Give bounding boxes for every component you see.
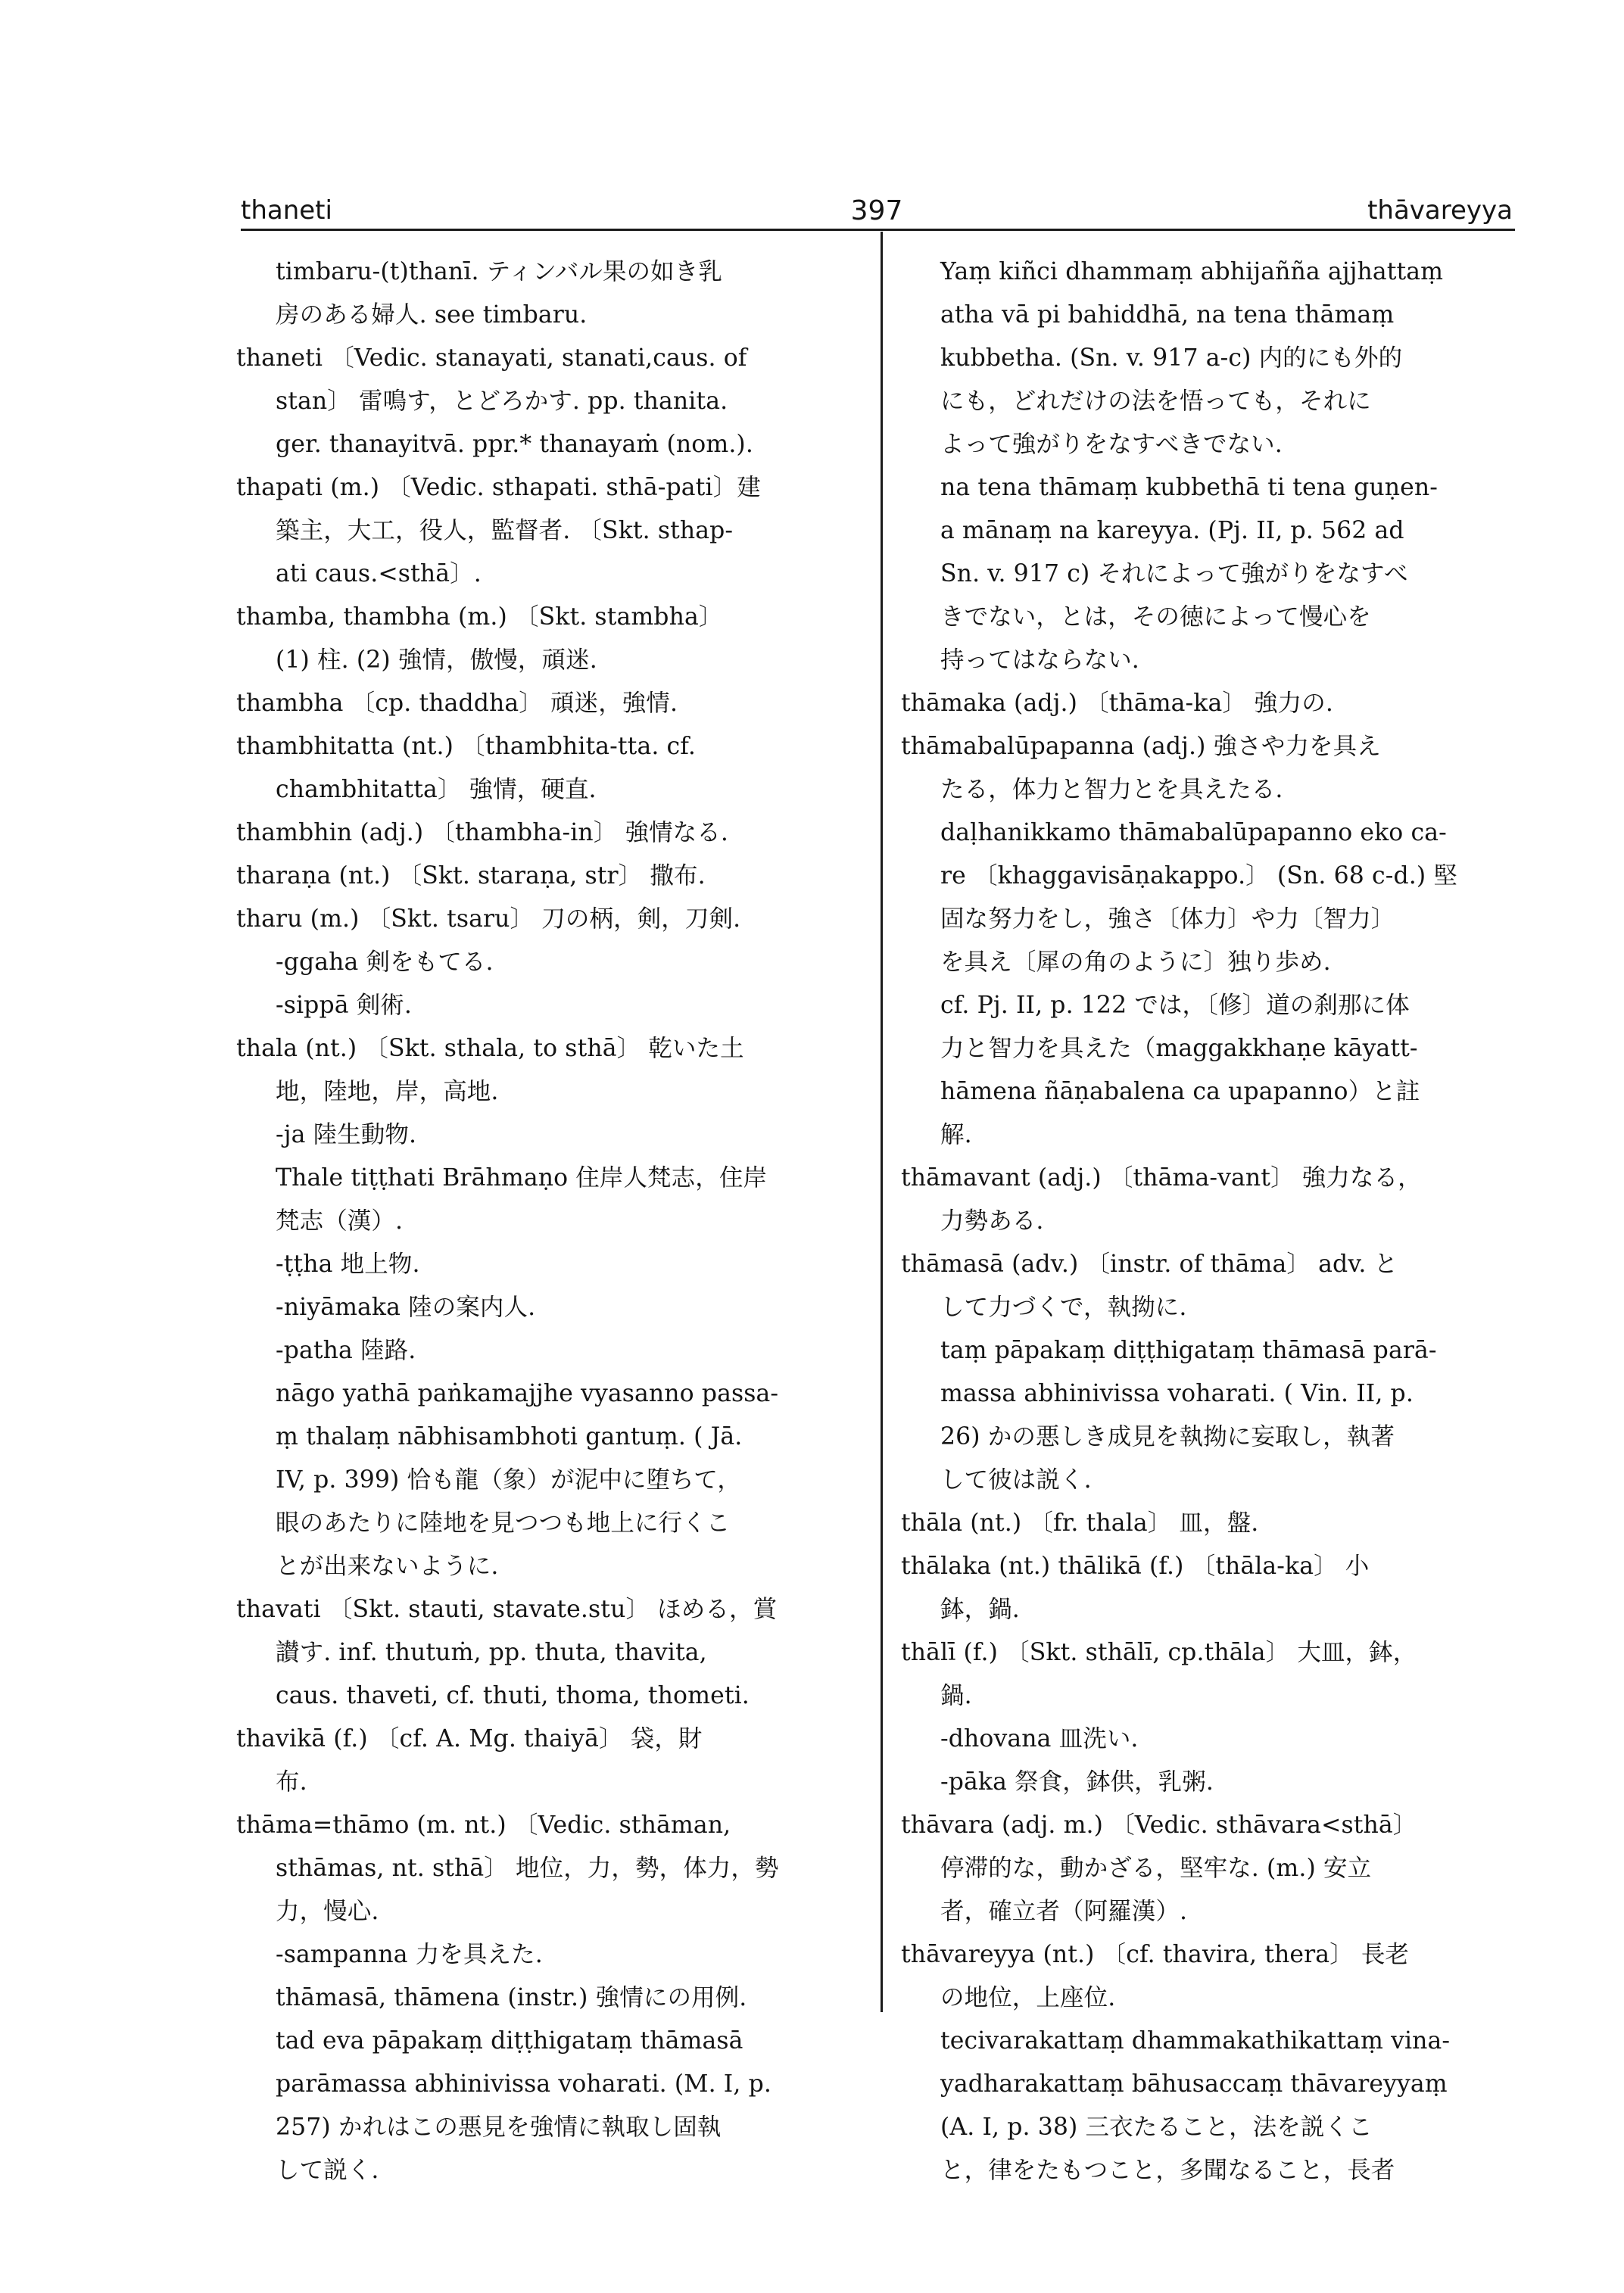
- entry-line: 梵志（漢）.: [276, 1207, 404, 1235]
- page-number: 397: [850, 195, 903, 226]
- entry-line: Yaṃ kiñci dhammaṃ abhijañña ajjhattaṃ: [940, 258, 1444, 285]
- entry-line: thaneti 〔Vedic. stanayati, stanati,caus. of: [236, 344, 747, 372]
- entry-line: ati caus.<sthā〕.: [276, 560, 482, 587]
- entry-line: と，律をたもつこと，多聞なること，長者: [940, 2157, 1395, 2184]
- entry-line: a mānaṃ na kareyya. (Pj. II, p. 562 ad: [940, 517, 1404, 544]
- entry-line: thālaka (nt.) thālikā (f.) 〔thāla-ka〕 小: [901, 1553, 1370, 1580]
- entry-line: thavikā (f.) 〔cf. A. Mg. thaiyā〕 袋，財: [236, 1725, 703, 1752]
- entry-line: thapati (m.) 〔Vedic. sthapati. sthā-pati〕建: [236, 474, 761, 501]
- entry-line: -ja 陸生動物.: [276, 1121, 417, 1148]
- entry-line: thāmabalūpapanna (adj.) 強さや力を具え: [901, 733, 1381, 760]
- entry-line: thāmavant (adj.) 〔thāma-vant〕 強力なる，: [901, 1164, 1422, 1192]
- entry-line: とが出来ないように.: [276, 1553, 499, 1580]
- entry-line: -sippā 剣術.: [276, 992, 413, 1019]
- entry-line: caus. thaveti, cf. thuti, thoma, thometi.: [276, 1682, 750, 1709]
- entry-line: 築主，大工，役人，監督者. 〔Skt. sthap-: [276, 517, 734, 544]
- entry-line: nāgo yathā paṅkamajjhe vyasanno passa-: [276, 1380, 779, 1407]
- entry-line: -sampanna 力を具えた.: [276, 1941, 543, 1968]
- entry-line: thambhitatta (nt.) 〔thambhita-tta. cf.: [236, 733, 697, 760]
- entry-line: を具え〔犀の角のように〕独り歩め.: [940, 949, 1331, 976]
- entry-line: thāmasā, thāmena (instr.) 強情にの用例.: [276, 1984, 747, 2011]
- entry-line: 力勢ある.: [940, 1207, 1044, 1235]
- entry-line: thavati 〔Skt. stauti, stavate.stu〕 ほめる，賞: [236, 1596, 778, 1623]
- entry-line: timbaru-(t)thanī. ティンバル果の如き乳: [276, 258, 722, 285]
- entry-line: cf. Pj. II, p. 122 では，〔修〕道の刹那に体: [940, 992, 1410, 1019]
- entry-line: -niyāmaka 陸の案内人.: [276, 1294, 536, 1321]
- entry-line: thāma=thāmo (m. nt.) 〔Vedic. sthāman,: [236, 1812, 731, 1839]
- entry-line: 力，慢心.: [276, 1898, 379, 1925]
- entry-line: 讃す. inf. thutuṁ, pp. thuta, thavita,: [276, 1639, 707, 1666]
- entry-line: stan〕 雷鳴す，とどろかす. pp. thanita.: [276, 388, 728, 415]
- entry-line: taṃ pāpakaṃ diṭṭhigataṃ thāmasā parā-: [940, 1337, 1437, 1364]
- entry-line: ger. thanayitvā. ppr.* thanayaṁ (nom.).: [276, 431, 753, 458]
- entry-line: して説く.: [276, 2157, 379, 2184]
- running-header: [241, 195, 1513, 233]
- entry-line: tharu (m.) 〔Skt. tsaru〕 刀の柄，剣，刀剣.: [236, 905, 741, 933]
- entry-line: 力と智力を具えた（maggakkhaṇe kāyatt-: [940, 1035, 1418, 1062]
- entry-line: parāmassa abhinivissa voharati. (M. I, p.: [276, 2070, 771, 2098]
- entry-line: kubbetha. (Sn. v. 917 a-c) 内的にも外的: [940, 344, 1403, 372]
- entry-line: -dhovana 皿洗い.: [940, 1725, 1139, 1752]
- header-right-guideword: thāvareyya: [1367, 195, 1513, 226]
- entry-line: の地位，上座位.: [940, 1984, 1116, 2011]
- entry-line: tecivarakattaṃ dhammakathikattaṃ vina-: [940, 2027, 1451, 2055]
- entry-line: 257) かれはこの悪見を強情に執取し固執: [276, 2114, 722, 2141]
- entry-line: にも，どれだけの法を悟っても，それに: [940, 388, 1371, 415]
- entry-line: Thale tiṭṭhati Brāhmaṇo 住岸人梵志，住岸: [276, 1164, 768, 1192]
- entry-line: thāvareyya (nt.) 〔cf. thavira, thera〕 長老: [901, 1941, 1410, 1968]
- entry-line: thamba, thambha (m.) 〔Skt. stambha〕: [236, 603, 723, 631]
- entry-line: atha vā pi bahiddhā, na tena thāmaṃ: [940, 301, 1395, 329]
- entry-line: IV, p. 399) 恰も龍（象）が泥中に堕ちて，: [276, 1466, 741, 1494]
- entry-line: 者，確立者（阿羅漢）.: [940, 1898, 1188, 1925]
- entry-line: 持ってはならない.: [940, 646, 1139, 674]
- entry-line: 眼のあたりに陸地を見つつも地上に行くこ: [276, 1509, 731, 1537]
- entry-line: 26) かの悪しき成見を執拗に妄取し，執著: [940, 1423, 1395, 1450]
- entry-line: きでない，とは，その徳によって慢心を: [940, 603, 1371, 631]
- entry-line: chambhitatta〕 強情，硬直.: [276, 776, 597, 803]
- entry-line: 布.: [276, 1768, 307, 1796]
- entry-line: 房のある婦人. see timbaru.: [276, 301, 588, 329]
- entry-line: よって強がりをなすべきでない.: [940, 431, 1283, 458]
- entry-line: 解.: [940, 1121, 972, 1148]
- entry-line: thāmaka (adj.) 〔thāma-ka〕 強力の.: [901, 690, 1333, 717]
- entry-line: たる，体力と智力とを具えたる.: [940, 776, 1283, 803]
- entry-line: 鍋.: [940, 1682, 972, 1709]
- entry-line: (A. I, p. 38) 三衣たること，法を説くこ: [940, 2114, 1373, 2141]
- entry-line: (1) 柱. (2) 強情，傲慢，頑迷.: [276, 646, 597, 674]
- entry-line: re 〔khaggavisāṇakappo.〕 (Sn. 68 c-d.) 堅: [940, 862, 1457, 889]
- header-rule: [241, 229, 1515, 231]
- entry-line: thāmasā (adv.) 〔instr. of thāma〕 adv. と: [901, 1251, 1398, 1278]
- entry-line: 地，陸地，岸，高地.: [276, 1078, 499, 1105]
- entry-line: na tena thāmaṃ kubbethā ti tena guṇen-: [940, 474, 1439, 501]
- entry-line: thambhin (adj.) 〔thambha-in〕 強情なる.: [236, 819, 728, 846]
- entry-line: yadharakattaṃ bāhusaccaṃ thāvareyyaṃ: [940, 2070, 1448, 2098]
- entry-line: -ṭṭha 地上物.: [276, 1251, 420, 1278]
- entry-line: tharaṇa (nt.) 〔Skt. staraṇa, str〕 撒布.: [236, 862, 706, 889]
- entry-line: thambha 〔cp. thaddha〕 頑迷，強情.: [236, 690, 678, 717]
- entry-line: -patha 陸路.: [276, 1337, 416, 1364]
- entry-line: 固な努力をし，強さ〔体力〕や力〔智力〕: [940, 905, 1395, 933]
- entry-line: して彼は説く.: [940, 1466, 1092, 1494]
- entry-line: 鉢，鍋.: [940, 1596, 1020, 1623]
- entry-line: thālī (f.) 〔Skt. sthālī, cp.thāla〕 大皿，鉢，: [901, 1639, 1417, 1666]
- header-left-guideword: thaneti: [241, 195, 332, 226]
- entry-line: sthāmas, nt. sthā〕 地位，力，勢，体力，勢: [276, 1855, 779, 1882]
- entry-line: -pāka 祭食，鉢供，乳粥.: [940, 1768, 1214, 1796]
- entry-line: ṃ thalaṃ nābhisambhoti gantuṃ. ( Jā.: [276, 1423, 743, 1450]
- entry-line: thala (nt.) 〔Skt. sthala, to sthā〕 乾いた土: [236, 1035, 744, 1062]
- entry-line: Sn. v. 917 c) それによって強がりをなすべ: [940, 560, 1408, 587]
- entry-line: thāla (nt.) 〔fr. thala〕 皿，盤.: [901, 1509, 1259, 1537]
- entry-line: hāmena ñāṇabalena ca upapanno）と註: [940, 1078, 1420, 1105]
- entry-line: thāvara (adj. m.) 〔Vedic. sthāvara<sthā〕: [901, 1812, 1417, 1839]
- entry-line: daḷhanikkamo thāmabalūpapanno eko ca-: [940, 819, 1447, 846]
- entry-line: tad eva pāpakaṃ diṭṭhigataṃ thāmasā: [276, 2027, 743, 2055]
- entry-line: massa abhinivissa voharati. ( Vin. II, p.: [940, 1380, 1414, 1407]
- entry-line: -ggaha 剣をもてる.: [276, 949, 494, 976]
- entry-line: 停滞的な，動かざる，堅牢な. (m.) 安立: [940, 1855, 1372, 1882]
- entry-line: して力づくで，執拗に.: [940, 1294, 1187, 1321]
- column-divider: [881, 232, 883, 2012]
